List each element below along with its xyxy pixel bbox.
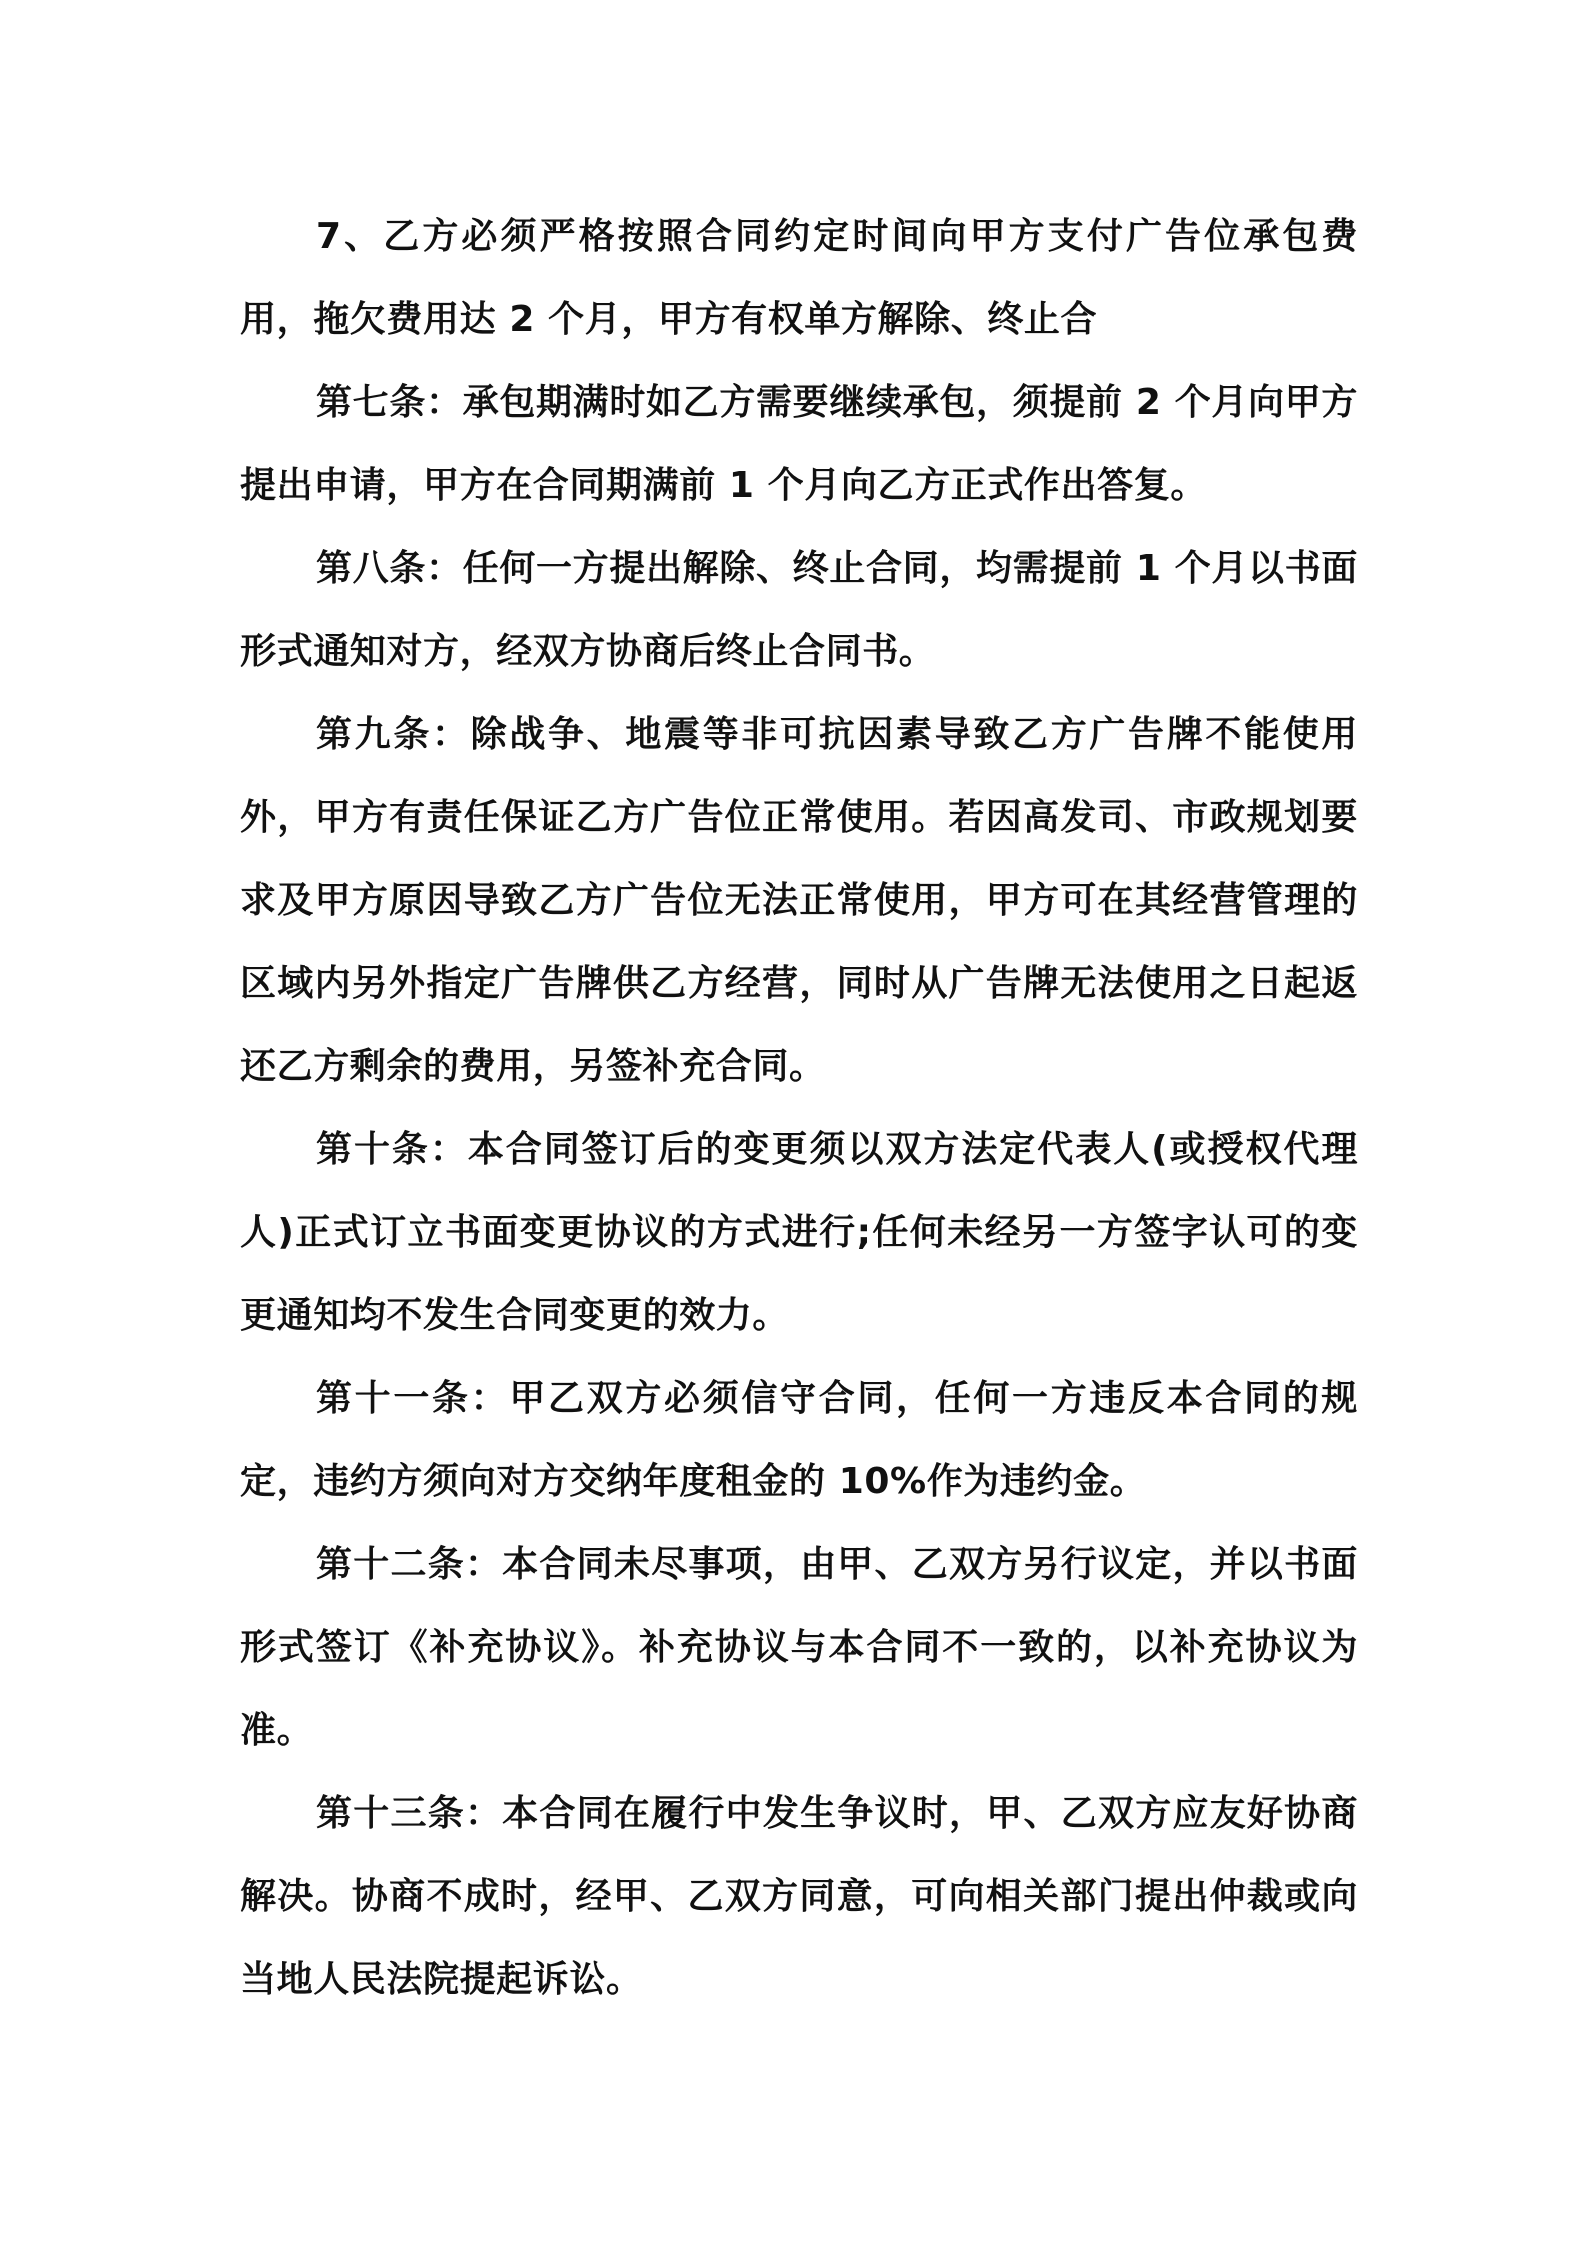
paragraph-article-12: 第十二条：本合同未尽事项，由甲、乙双方另行议定，并以书面形式签订《补充协议》。补充协议与本合同不一致的，以补充协议为准。 xyxy=(240,1544,1358,1751)
paragraph-article-11: 第十一条：甲乙双方必须信守合同，任何一方违反本合同的规定，违约方须向对方交纳年度租金的 10%作为违约金。 xyxy=(240,1378,1358,1502)
paragraph-article-7: 第七条：承包期满时如乙方需要继续承包，须提前 2 个月向甲方提出申请，甲方在合同期满前 1 个月向乙方正式作出答复。 xyxy=(240,382,1358,506)
paragraph-article-13: 第十三条：本合同在履行中发生争议时，甲、乙双方应友好协商解决。协商不成时，经甲、乙双方同意，可向相关部门提出仲裁或向当地人民法院提起诉讼。 xyxy=(240,1793,1358,2000)
paragraph-article-8: 第八条：任何一方提出解除、终止合同，均需提前 1 个月以书面形式通知对方，经双方协商后终止合同书。 xyxy=(240,548,1358,672)
paragraph-clause-7-item: 7、乙方必须严格按照合同约定时间向甲方支付广告位承包费用，拖欠费用达 2 个月，甲方有权单方解除、终止合 xyxy=(240,216,1358,340)
paragraph-article-10: 第十条：本合同签订后的变更须以双方法定代表人(或授权代理人)正式订立书面变更协议的方式进行;任何未经另一方签字认可的变更通知均不发生合同变更的效力。 xyxy=(240,1129,1358,1336)
document-body xyxy=(240,195,1358,2021)
paragraph-article-9: 第九条：除战争、地震等非可抗因素导致乙方广告牌不能使用外，甲方有责任保证乙方广告位正常使用。若因高发司、市政规划要求及甲方原因导致乙方广告位无法正常使用，甲方可在其经营管理的区域内另外指定广告牌供乙方经营，同时从广告牌无法使用之日起返还乙方剩余的费用，另签补充合同。 xyxy=(240,714,1358,1087)
